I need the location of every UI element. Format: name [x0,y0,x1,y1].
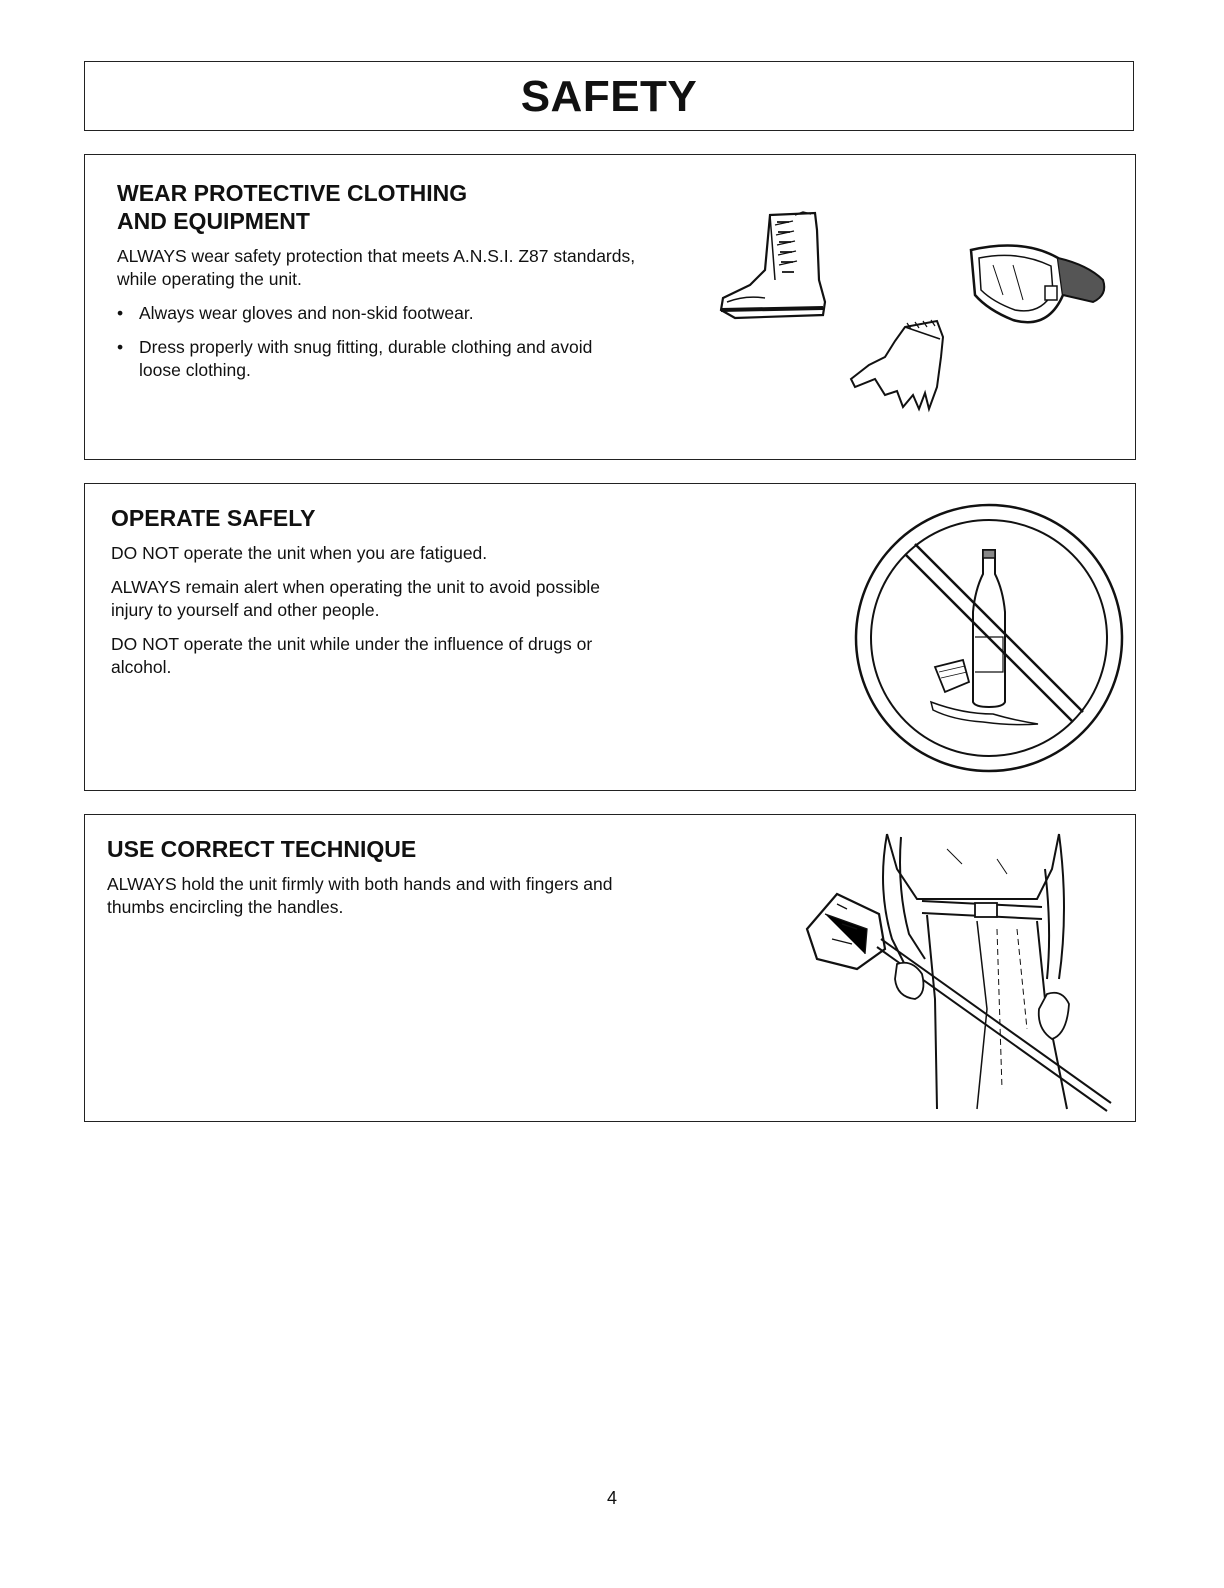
operator-holding-trimmer-icon [797,829,1117,1119]
glove-icon [845,317,950,417]
no-alcohol-icon [853,502,1125,774]
bullet-list [117,302,637,382]
section-protective-clothing [84,154,1136,460]
bullet-icon: • [117,303,124,323]
paragraph: DO NOT operate the unit when you are fatigued. [111,543,488,563]
section-text [111,504,631,690]
boot-icon [715,210,835,325]
section-text [117,179,637,393]
section-text [107,835,627,930]
paragraph: ALWAYS remain alert when operating the unit to avoid possible injury to yourself and other people. [111,577,600,620]
heading-line-2: AND EQUIPMENT [117,208,310,234]
paragraph: ALWAYS hold the unit firmly with both hands and with fingers and thumbs encircling the handles. [107,874,613,917]
bullet-icon: • [117,337,124,357]
list-item [117,302,637,325]
list-item-text: Always wear gloves and non-skid footwear. [139,303,474,323]
section-correct-technique [84,814,1136,1122]
section-heading [117,179,637,235]
section-heading: USE CORRECT TECHNIQUE [107,836,417,862]
list-item-text: Dress properly with snug fitting, durable clothing and avoid loose clothing. [139,337,593,380]
section-heading: OPERATE SAFELY [111,505,316,531]
page-number: 4 [606,1488,617,1508]
heading-line-1: WEAR PROTECTIVE CLOTHING [117,180,468,206]
paragraph: DO NOT operate the unit while under the influence of drugs or alcohol. [111,634,593,677]
page-title: SAFETY [520,72,698,121]
intro-paragraph: ALWAYS wear safety protection that meets A.N.S.I. Z87 standards, while operating the unit. [117,246,636,289]
goggles-icon [963,240,1113,335]
section-operate-safely [84,483,1136,791]
title-box [84,61,1134,131]
list-item [117,336,637,382]
